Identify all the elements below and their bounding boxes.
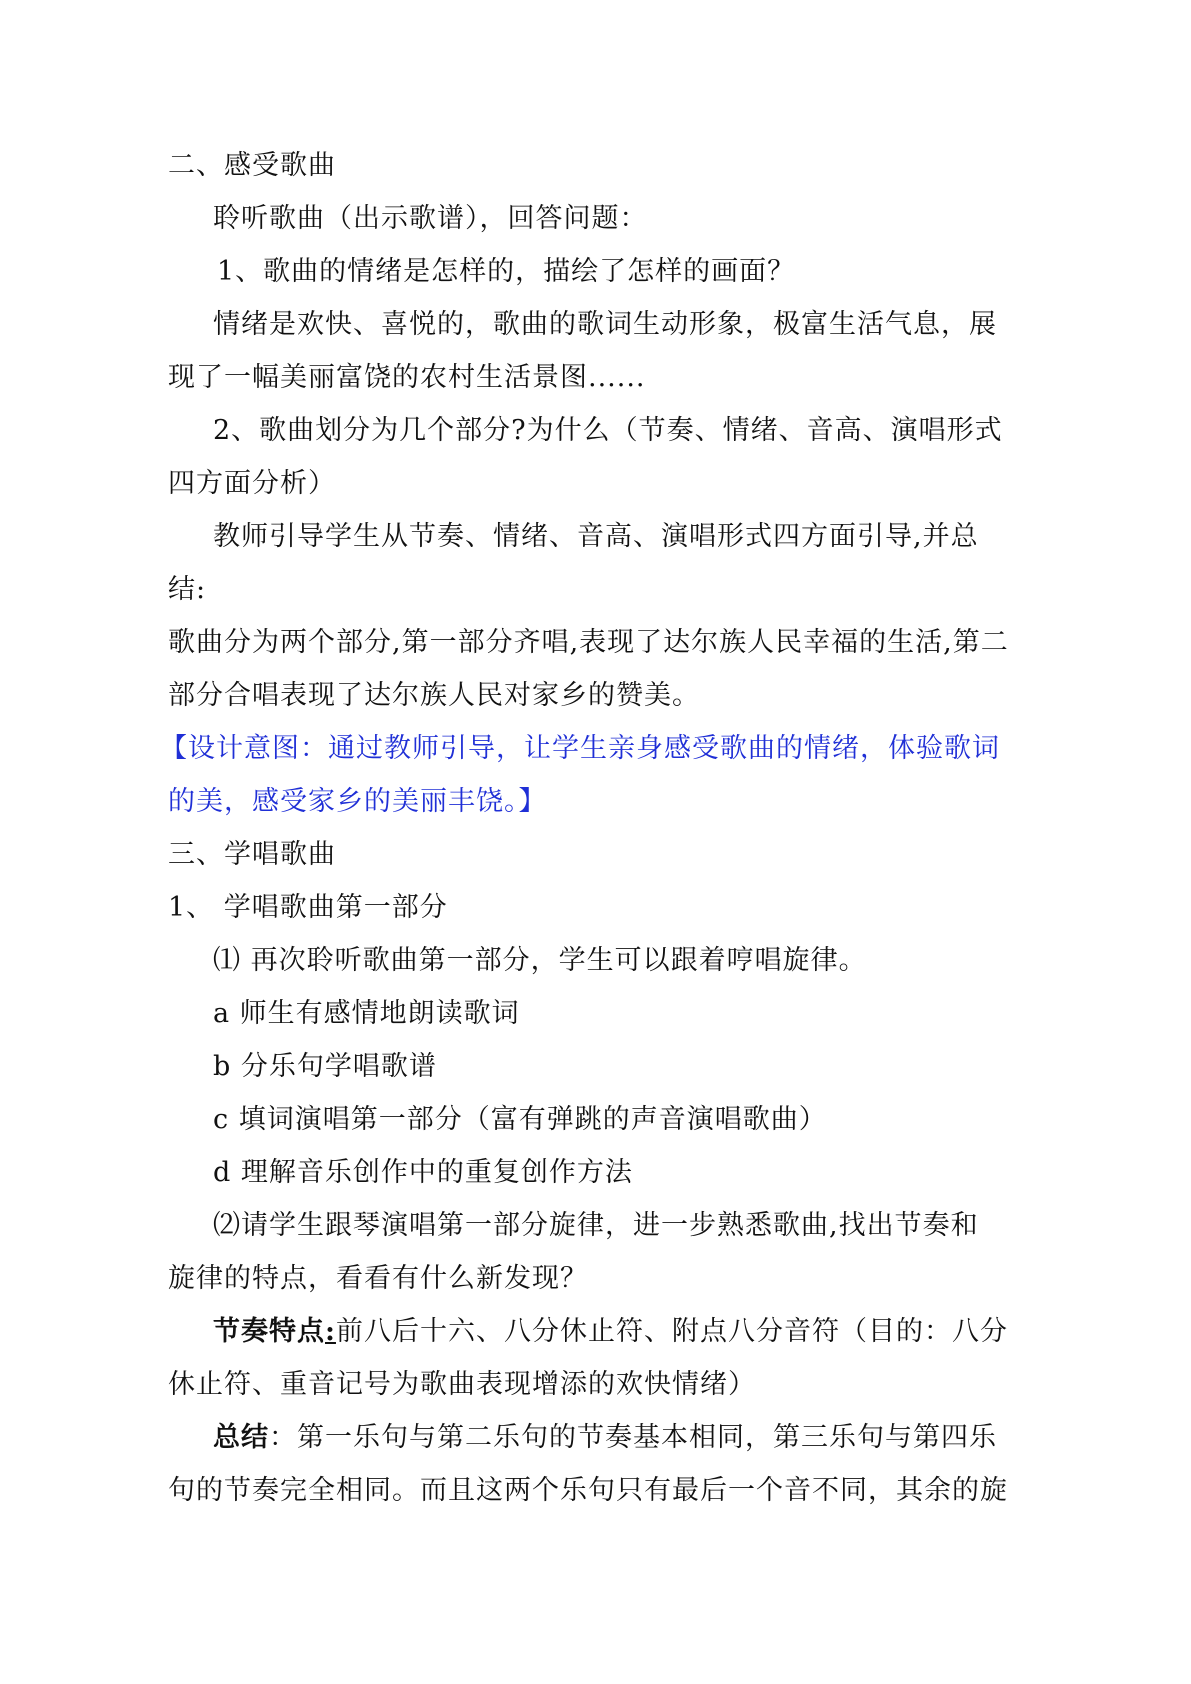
subsection-part-one: 1、 学唱歌曲第一部分 (168, 892, 448, 923)
design-intent-line-2: 的美，感受家乡的美丽丰饶。】 (168, 786, 547, 817)
step-a: a 师生有感情地朗读歌词 (213, 998, 520, 1029)
step-2-line-2: 旋律的特点，看看有什么新发现？ (168, 1263, 588, 1294)
step-b: b 分乐句学唱歌谱 (213, 1051, 437, 1082)
step-1: ⑴ 再次聆听歌曲第一部分，学生可以跟着哼唱旋律。 (213, 945, 867, 976)
design-intent-line-1: 【设计意图：通过教师引导，让学生亲身感受歌曲的情绪，体验歌词 (160, 733, 1000, 764)
summary-line-1 (213, 1418, 997, 1458)
section-heading-feel-song: 二、感受歌曲 (168, 150, 336, 181)
question-2-line-1: 2、歌曲划分为几个部分?为什么（节奏、情绪、音高、演唱形式 (213, 415, 1003, 446)
step-2-line-1: ⑵请学生跟琴演唱第一部分旋律，进一步熟悉歌曲,找出节奏和 (213, 1210, 979, 1241)
teacher-guide-line-1: 教师引导学生从节奏、情绪、音高、演唱形式四方面引导,并总 (213, 521, 979, 552)
answer-1-line-2: 现了一幅美丽富饶的农村生活景图...... (168, 362, 646, 393)
teacher-guide-line-2: 结: (168, 574, 207, 605)
song-parts-line-2: 部分合唱表现了达尔族人民对家乡的赞美。 (168, 680, 700, 711)
rhythm-features-label: 节奏特点 (213, 1316, 325, 1347)
listen-instruction: 聆听歌曲（出示歌谱），回答问题： (213, 203, 648, 234)
step-d: d 理解音乐创作中的重复创作方法 (213, 1157, 633, 1188)
summary-label: 总结 (213, 1422, 269, 1453)
rhythm-features-text: 前八后十六、八分休止符、附点八分音符（目的：八分 (335, 1316, 1008, 1347)
rhythm-features-line-2: 休止符、重音记号为歌曲表现增添的欢快情绪） (168, 1369, 756, 1400)
rhythm-features-colon: : (325, 1316, 336, 1347)
question-1: 1、歌曲的情绪是怎样的，描绘了怎样的画面？ (217, 256, 796, 287)
rhythm-features-line-1 (213, 1312, 1008, 1352)
section-heading-learn-song: 三、学唱歌曲 (168, 839, 336, 870)
question-2-line-2: 四方面分析） (168, 468, 336, 499)
summary-text: ：第一乐句与第二乐句的节奏基本相同，第三乐句与第四乐 (269, 1422, 997, 1453)
summary-line-2: 句的节奏完全相同。而且这两个乐句只有最后一个音不同，其余的旋 (168, 1475, 1008, 1506)
song-parts-line-1: 歌曲分为两个部分,第一部分齐唱,表现了达尔族人民幸福的生活,第二 (168, 627, 1009, 658)
answer-1-line-1: 情绪是欢快、喜悦的，歌曲的歌词生动形象，极富生活气息，展 (213, 309, 997, 340)
step-c: c 填词演唱第一部分（富有弹跳的声音演唱歌曲） (213, 1104, 827, 1135)
